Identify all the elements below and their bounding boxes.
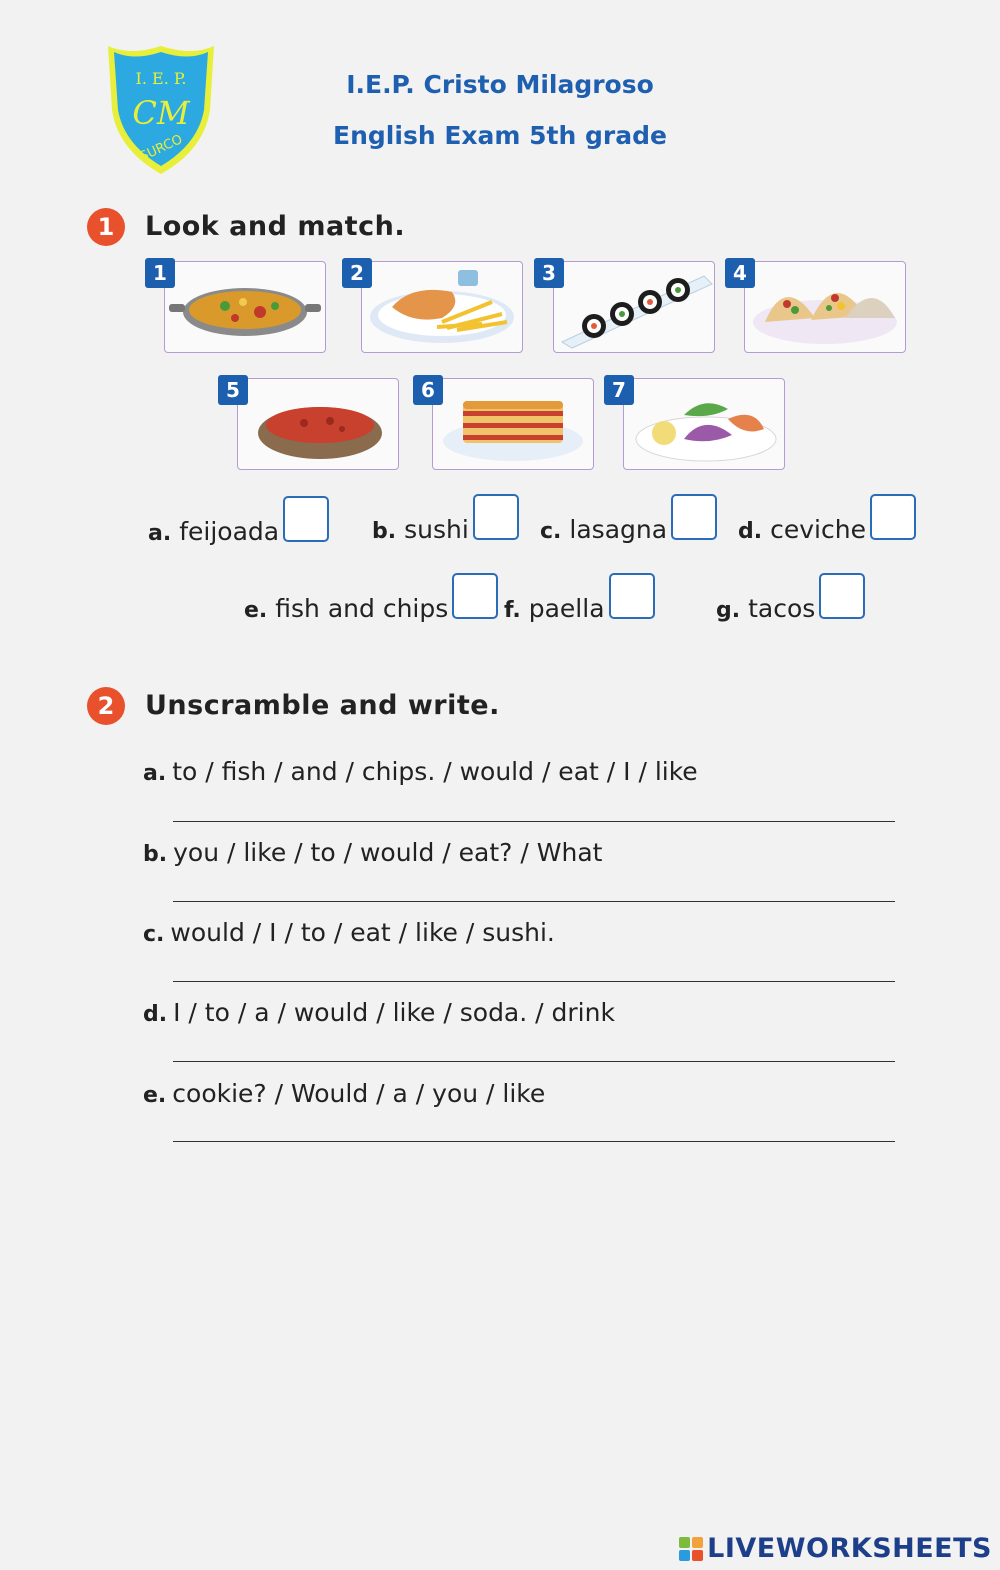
item-text: ceviche: [770, 515, 866, 544]
paella-pan-icon: [165, 262, 325, 352]
answer-box-f[interactable]: [609, 573, 655, 619]
item-text: cookie? / Would / a / you / like: [172, 1079, 546, 1108]
liveworksheets-logo: [679, 1533, 992, 1564]
feijoada-bowl-icon: [238, 379, 398, 469]
item-letter: b.: [372, 519, 397, 544]
answer-line-c[interactable]: [173, 981, 895, 982]
unscramble-item-c: [143, 918, 555, 947]
unscramble-item-e: [143, 1079, 545, 1108]
exam-title: English Exam 5th grade: [333, 121, 667, 150]
food-card-2: [350, 261, 523, 353]
item-text: sushi: [404, 515, 469, 544]
section-1-number: 1: [87, 208, 125, 246]
item-letter: a.: [143, 761, 167, 786]
item-text: to / fish / and / chips. / would / eat / I / like: [172, 757, 698, 786]
liveworksheets-mark-icon: [679, 1537, 703, 1561]
answer-line-d[interactable]: [173, 1061, 895, 1062]
card-number: 7: [604, 375, 634, 405]
item-letter: b.: [143, 842, 168, 867]
item-letter: c.: [143, 922, 165, 947]
item-letter: e.: [244, 598, 268, 623]
school-crest-logo: [100, 40, 222, 180]
item-letter: d.: [738, 519, 763, 544]
card-number: 6: [413, 375, 443, 405]
match-item-c: [540, 494, 717, 544]
crest-initials: CM: [132, 94, 190, 132]
food-card-6: [421, 378, 594, 470]
item-text: would / I / to / eat / like / sushi.: [170, 918, 555, 947]
item-text: feijoada: [179, 517, 280, 546]
tacos-plate-icon: [745, 262, 905, 352]
item-text: I / to / a / would / like / soda. / drink: [173, 998, 615, 1027]
item-letter: d.: [143, 1002, 168, 1027]
food-card-7: [612, 378, 785, 470]
item-text: you / like / to / would / eat? / What: [173, 838, 603, 867]
answer-line-a[interactable]: [173, 821, 895, 822]
unscramble-item-a: [143, 757, 698, 786]
answer-box-a[interactable]: [283, 496, 329, 542]
section-1-title: Look and match.: [145, 211, 406, 242]
school-name: I.E.P. Cristo Milagroso: [346, 70, 654, 99]
answer-line-b[interactable]: [173, 901, 895, 902]
sushi-roll-platter-icon: [554, 262, 714, 352]
section-2-number: 2: [87, 687, 125, 725]
lasagna-plate-icon: [433, 379, 593, 469]
item-text: tacos: [748, 594, 816, 623]
item-letter: c.: [540, 519, 562, 544]
card-number: 4: [725, 258, 755, 288]
answer-box-g[interactable]: [819, 573, 865, 619]
match-item-d: [738, 494, 916, 544]
answer-line-e[interactable]: [173, 1141, 895, 1142]
card-number: 1: [145, 258, 175, 288]
card-number: 2: [342, 258, 372, 288]
fish-and-chips-plate-icon: [362, 262, 522, 352]
card-number: 3: [534, 258, 564, 288]
match-item-f: [504, 573, 655, 623]
card-number: 5: [218, 375, 248, 405]
food-card-3: [542, 261, 715, 353]
item-letter: f.: [504, 598, 521, 623]
match-item-a: [148, 496, 329, 546]
item-text: fish and chips: [275, 594, 449, 623]
unscramble-item-d: [143, 998, 615, 1027]
match-item-b: [372, 494, 519, 544]
match-item-g: [716, 573, 865, 623]
answer-box-c[interactable]: [671, 494, 717, 540]
unscramble-item-b: [143, 838, 602, 867]
ceviche-plate-icon: [624, 379, 784, 469]
item-letter: g.: [716, 598, 741, 623]
answer-box-e[interactable]: [452, 573, 498, 619]
crest-bottom-text: SURCO: [137, 132, 185, 165]
answer-box-b[interactable]: [473, 494, 519, 540]
match-item-e: [244, 573, 498, 623]
item-text: paella: [528, 594, 605, 623]
crest-top-text: I. E. P.: [135, 69, 187, 88]
section-2-title: Unscramble and write.: [145, 690, 500, 721]
footer-brand-text: LIVEWORKSHEETS: [707, 1533, 992, 1564]
food-card-5: [226, 378, 399, 470]
item-letter: e.: [143, 1083, 167, 1108]
item-letter: a.: [148, 521, 172, 546]
item-text: lasagna: [569, 515, 668, 544]
answer-box-d[interactable]: [870, 494, 916, 540]
food-card-4: [733, 261, 906, 353]
food-card-1: [153, 261, 326, 353]
